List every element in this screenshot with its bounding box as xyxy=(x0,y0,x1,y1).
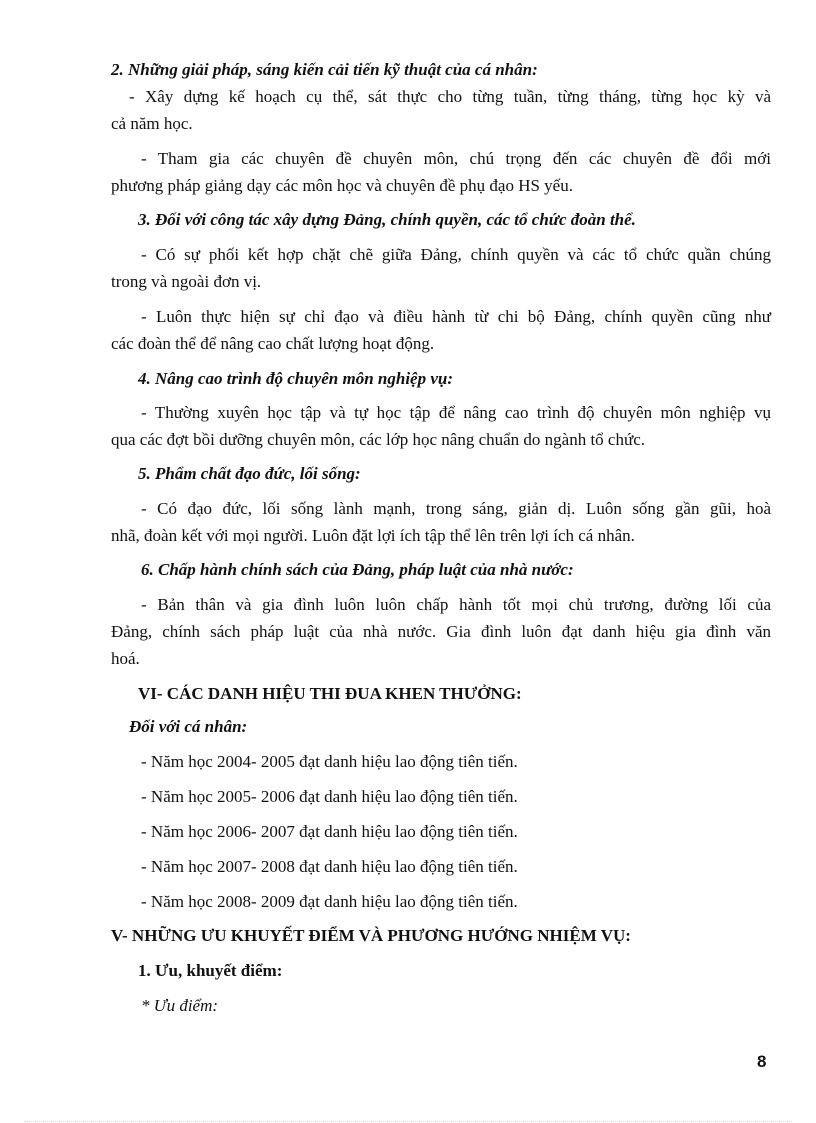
section-5-heading: 5. Phẩm chất đạo đức, lối sống: xyxy=(138,464,361,483)
section-6-heading: 6. Chấp hành chính sách của Đảng, pháp luật của nhà nước: xyxy=(141,560,574,579)
s3-paragraph-1-line-1: - Có sự phối kết hợp chặt chẽ giữa Đảng, chính quyền và các tổ chức quần chúng xyxy=(141,245,771,264)
section-v-subheading: 1. Ưu, khuyết điểm: xyxy=(138,961,283,980)
award-item: - Năm học 2007- 2008 đạt danh hiệu lao động tiên tiến. xyxy=(141,857,518,876)
s6-paragraph-1-line-1: - Bản thân và gia đình luôn luôn chấp hành tốt mọi chủ trương, đường lối của xyxy=(141,595,771,614)
award-item: - Năm học 2005- 2006 đạt danh hiệu lao động tiên tiến. xyxy=(141,787,518,806)
s5-paragraph-1-line-2: nhã, đoàn kết với mọi người. Luôn đặt lợi ích tập thể lên trên lợi ích cá nhân. xyxy=(111,526,635,545)
section-v-heading: V- NHỮNG ƯU KHUYẾT ĐIỂM VÀ PHƯƠNG HƯỚNG NHIỆM VỤ: xyxy=(111,926,631,945)
s6-paragraph-1-line-3: hoá. xyxy=(111,649,140,668)
page-bottom-divider xyxy=(24,1121,792,1122)
awards-list xyxy=(141,748,771,915)
s2-paragraph-1-line-1: - Xây dựng kế hoạch cụ thể, sát thực cho từng tuần, từng tháng, từng học kỳ và xyxy=(129,87,771,106)
award-item: - Năm học 2006- 2007 đạt danh hiệu lao động tiên tiến. xyxy=(141,822,518,841)
s5-paragraph-1-line-1: - Có đạo đức, lối sống lành mạnh, trong sáng, giản dị. Luôn sống gần gũi, hoà xyxy=(141,499,771,518)
section-vi-heading: VI- CÁC DANH HIỆU THI ĐUA KHEN THƯỞNG: xyxy=(138,684,522,703)
section-vi-subheading: Đối với cá nhân: xyxy=(129,717,248,736)
s4-paragraph-1-line-1: - Thường xuyên học tập và tự học tập để nâng cao trình độ chuyên môn nghiệp vụ xyxy=(141,403,771,422)
page-content xyxy=(111,56,771,1019)
page-number: 8 xyxy=(757,1052,767,1071)
s4-paragraph-1-line-2: qua các đợt bồi dưỡng chuyên môn, các lớp học nâng chuẩn do ngành tổ chức. xyxy=(111,430,645,449)
award-item: - Năm học 2008- 2009 đạt danh hiệu lao động tiên tiến. xyxy=(141,892,518,911)
s2-paragraph-2-line-1: - Tham gia các chuyên đề chuyên môn, chú trọng đến các chuyên đề đổi mới xyxy=(141,149,771,168)
s2-paragraph-1-line-2: cả năm học. xyxy=(111,114,193,133)
s3-paragraph-2-line-1: - Luôn thực hiện sự chỉ đạo và điều hành từ chi bộ Đảng, chính quyền cũng như xyxy=(141,307,771,326)
award-item: - Năm học 2004- 2005 đạt danh hiệu lao động tiên tiến. xyxy=(141,752,518,771)
section-2-heading: 2. Những giải pháp, sáng kiến cải tiến kỹ thuật của cá nhân: xyxy=(111,60,538,79)
s2-paragraph-2-line-2: phương pháp giảng dạy các môn học và chuyên đề phụ đạo HS yếu. xyxy=(111,176,573,195)
uu-diem-label: * Ưu điểm: xyxy=(141,996,219,1015)
s3-paragraph-2-line-2: các đoàn thể để nâng cao chất lượng hoạt động. xyxy=(111,334,435,353)
s6-paragraph-1-line-2: Đảng, chính sách pháp luật của nhà nước. Gia đình luôn đạt danh hiệu gia đình văn xyxy=(111,622,771,641)
section-3-heading: 3. Đối với công tác xây dựng Đảng, chính quyền, các tổ chức đoàn thể. xyxy=(138,210,636,229)
s3-paragraph-1-line-2: trong và ngoài đơn vị. xyxy=(111,272,262,291)
section-4-heading: 4. Nâng cao trình độ chuyên môn nghiệp vụ: xyxy=(138,369,454,388)
